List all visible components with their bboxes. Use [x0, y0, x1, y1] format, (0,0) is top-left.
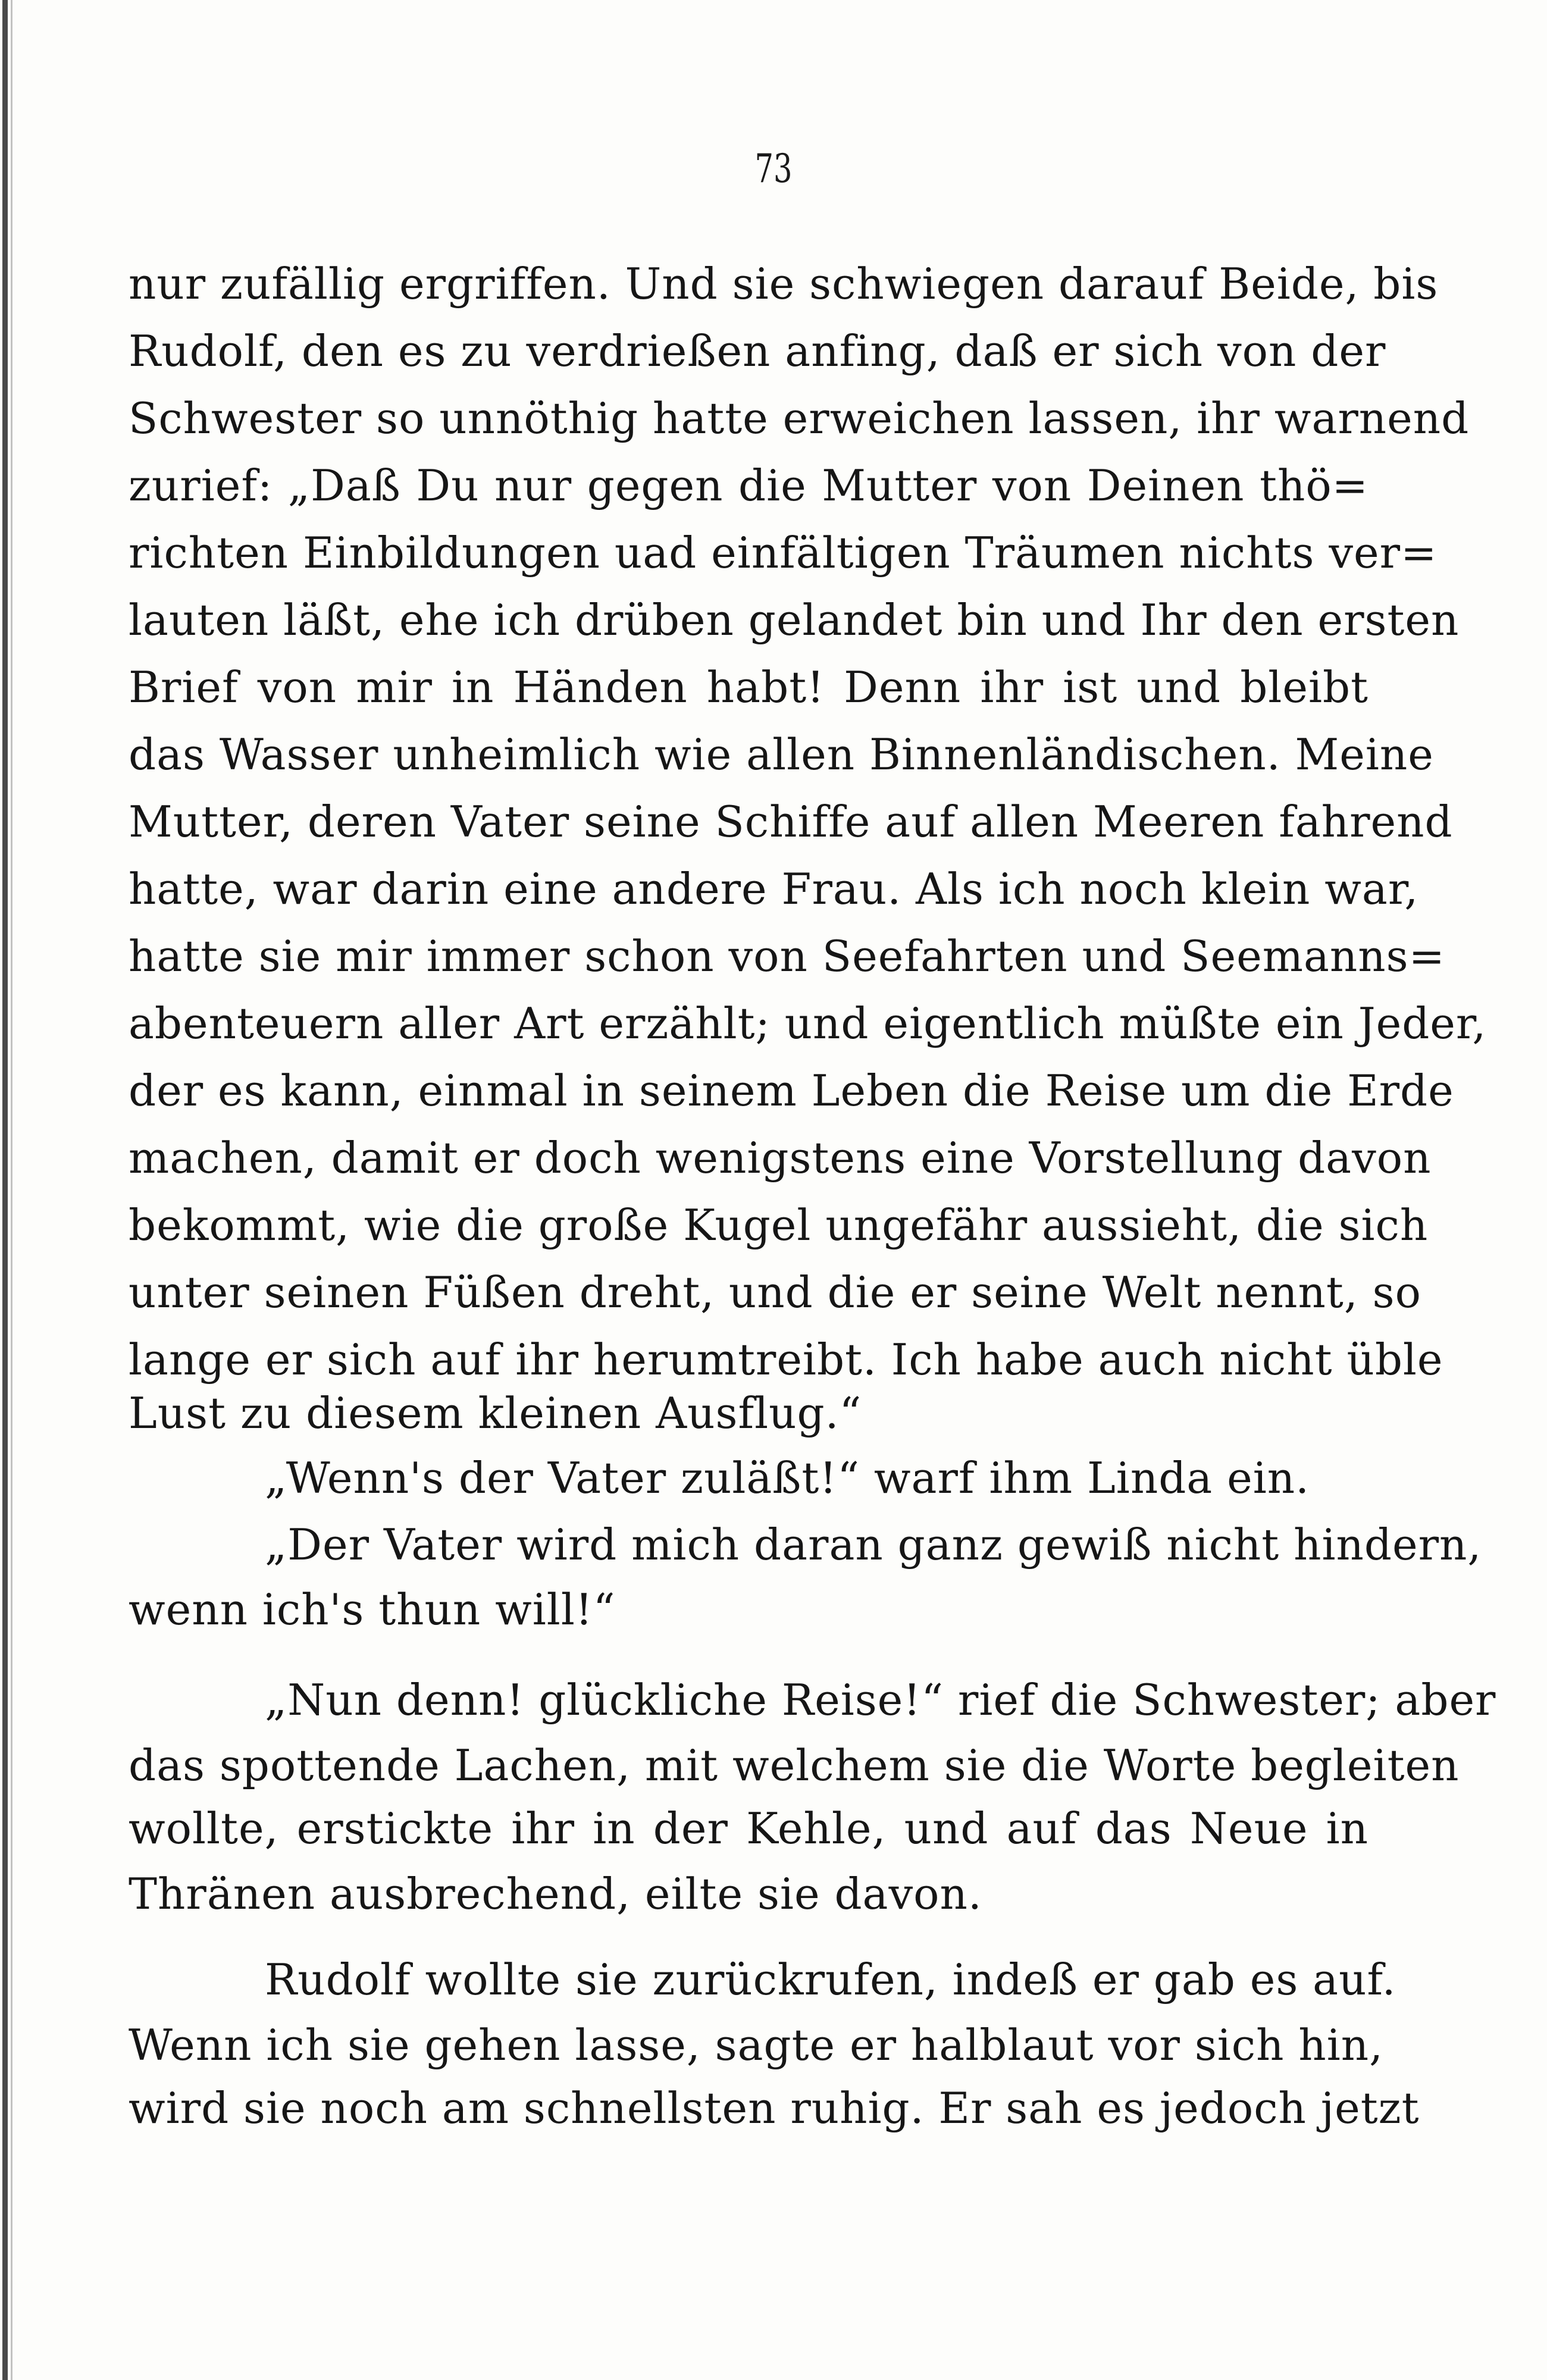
text-line: unter seinen Füßen dreht, und die er seine Welt nennt, so	[129, 1267, 1421, 1317]
text-line: der es kann, einmal in seinem Leben die Reise um die Erde	[129, 1066, 1454, 1116]
text-line: abenteuern aller Art erzählt; und eigentlich müßte ein Jeder,	[129, 998, 1487, 1048]
text-line: nur zufällig ergriffen. Und sie schwiegen darauf Beide, bis	[129, 259, 1439, 309]
text-line: wollte, erstickte ihr in der Kehle, und auf das Neue in	[129, 1803, 1368, 1853]
text-line: bekommt, wie die große Kugel ungefähr aussieht, die sich	[129, 1200, 1429, 1250]
page-number: 73	[754, 146, 793, 192]
text-line: „Wenn's der Vater zuläßt!“ warf ihm Linda ein.	[265, 1453, 1310, 1503]
text-line: Thränen ausbrechend, eilte sie davon.	[129, 1869, 982, 1919]
text-line: Mutter, deren Vater seine Schiffe auf allen Meeren fahrend	[129, 797, 1453, 847]
text-line: Lust zu diesem kleinen Ausflug.“	[129, 1388, 862, 1438]
text-line: Brief von mir in Händen habt! Denn ihr ist und bleibt	[129, 662, 1368, 712]
scan-binding-shadow	[11, 0, 12, 2380]
text-line: „Der Vater wird mich daran ganz gewiß nicht hindern,	[265, 1520, 1482, 1570]
scan-binding-edge	[2, 0, 8, 2380]
text-line: „Nun denn! glückliche Reise!“ rief die Schwester; aber	[265, 1675, 1496, 1725]
text-line: hatte, war darin eine andere Frau. Als ich noch klein war,	[129, 864, 1419, 914]
text-line: wird sie noch am schnellsten ruhig. Er sah es jedoch jetzt	[129, 2083, 1420, 2133]
text-line: richten Einbildungen uad einfältigen Träumen nichts ver=	[129, 528, 1438, 578]
text-line: Schwester so unnöthig hatte erweichen lassen, ihr warnend	[129, 393, 1470, 443]
text-line: Rudolf, den es zu verdrießen anfing, daß er sich von der	[129, 326, 1386, 376]
text-line: wenn ich's thun will!“	[129, 1584, 616, 1634]
text-line: hatte sie mir immer schon von Seefahrten und Seemanns=	[129, 931, 1445, 981]
text-line: das Wasser unheimlich wie allen Binnenländischen. Meine	[129, 729, 1434, 779]
text-line: machen, damit er doch wenigstens eine Vorstellung davon	[129, 1133, 1432, 1183]
text-line: zurief: „Daß Du nur gegen die Mutter von Deinen thö=	[129, 461, 1368, 511]
text-line: lauten läßt, ehe ich drüben gelandet bin und Ihr den ersten	[129, 595, 1460, 645]
text-line: Rudolf wollte sie zurückrufen, indeß er gab es auf.	[265, 1955, 1396, 2005]
text-line: Wenn ich sie gehen lasse, sagte er halblaut vor sich hin,	[129, 2020, 1384, 2070]
text-line: das spottende Lachen, mit welchem sie die Worte begleiten	[129, 1740, 1460, 1790]
text-line: lange er sich auf ihr herumtreibt. Ich habe auch nicht üble	[129, 1335, 1443, 1385]
